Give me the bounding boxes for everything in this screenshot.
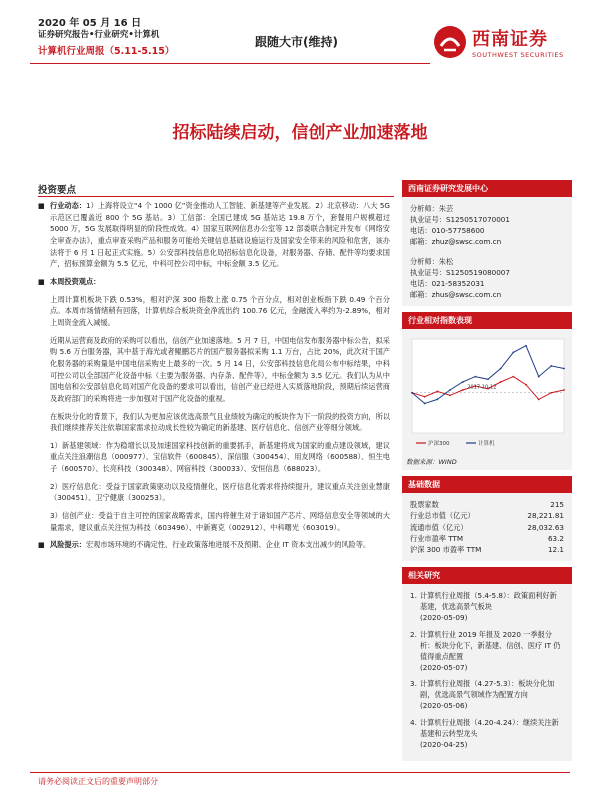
related-item-date: (2020-05-06)	[420, 701, 468, 711]
basic-data-table	[402, 493, 572, 561]
related-research-item[interactable]	[410, 590, 564, 623]
data-point	[436, 399, 438, 401]
related-research-title: 相关研究	[402, 567, 572, 584]
data-point	[449, 389, 451, 391]
sidebar	[402, 180, 572, 761]
risk-text: 宏观市场环境的不确定性、行业政策落地进展不及预期、企业 IT 资本支出减少的风险等。	[85, 540, 371, 550]
related-item-title: 计算机行业周报（4.27-5.3）：板块分化加剧，优选高景气领域作为配置方向	[420, 679, 555, 700]
related-item-title: 计算机行业 2019 年报及 2020 一季报分析：板块分化下，新基建、信创、医疗 IT 仍值得重点配置	[420, 629, 561, 661]
related-item-date: (2020-05-07)	[420, 662, 468, 672]
basic-data-row	[410, 522, 564, 533]
medical-it-paragraph: 2）医疗信息化：受益于国家政策驱动以及疫情催化，医疗信息化需求将持续提升，建议重点关注创业慧康（300451）、卫宁健康（300253）。	[50, 481, 390, 503]
analyst-1-email[interactable]: 邮箱：zhuz@swsc.com.cn	[410, 237, 502, 247]
bullet-icon: ■	[38, 201, 45, 210]
data-point	[525, 384, 527, 386]
industry-news-text: 1）上海将设立“4 个 1000 亿”资金推动人工智能、新基建等产业发展。2）北京移动：八大 5G 示范区已覆盖近 800 个 5G 基站。3）工信部：全国已建成 5G 基站达 19.8 万个，套餐用户规模超过 5000 万，5G 发展取得明显的阶段性成效。4）国家互联网信息办公室等 12 部委联合制定并发布《网络安全审查办法》，重点审查采购产品和服务可能给关键信息基础设施运行及国家安全带来的风险和危害，该办法将于 6 月 1 日起正式实施。5）公安部科技信息化局招标信息化设备，对服务器、存储、配件等均要求国产，招标预算金额为 5.5 亿元，中科可控公司中标，中标金额 3.5 亿元。	[50, 201, 390, 269]
data-point	[474, 376, 476, 378]
industry-news-label: 行业动态：	[50, 201, 87, 210]
related-research-item[interactable]	[410, 678, 564, 711]
data-point	[436, 391, 438, 393]
footer-divider	[30, 772, 570, 773]
bullet-icon: ■	[38, 276, 45, 286]
basic-data-row	[410, 544, 564, 555]
page-title: 招标陆续启动，信创产业加速落地	[172, 123, 428, 143]
market-review-paragraph: 上周计算机板块下跌 0.53%，相对沪深 300 指数上涨 0.75 个百分点，相对创业板指下跌 0.49 个百分点。本周市场情绪稍有回落，计算机综合板块资金净流出约 100.76 亿元，金融流入率约为-2.89%，相对上周资金流入减缓。	[50, 294, 390, 327]
analyst-1-name: 分析师：朱芸	[410, 204, 454, 213]
footer-disclaimer: 请务必阅读正文后的重要声明部分	[38, 777, 158, 786]
related-item-number: 1.	[410, 591, 417, 601]
basic-data-row	[410, 510, 564, 521]
data-point	[500, 381, 502, 383]
investment-view-label: 本周投资观点：	[50, 276, 101, 286]
data-point	[500, 368, 502, 370]
logo-text-en: SOUTHWEST SECURITIES	[472, 51, 564, 59]
industry-rating: 跟随大市(维持)	[255, 35, 338, 49]
data-point	[563, 389, 565, 391]
chart-container	[402, 329, 572, 470]
xinchuang-paragraph: 近期从运营商及政府的采购可以看出，信创产业加速落地。5 月 7 日，中国电信发布服务器中标公告，拟采购 5.6 万台服务器，其中基于海光或者鲲鹏芯片的国产服务器拟采购 1.1 万台，占比 20%，此次对于国产化服务器的采购量是中国电信采购史上最多的一次。5 月 14 日，公安部科技信息化局公布中标结果，中科可控公司以全部国产化设备中标（主要为服务器、内存条、配件等），中标金额为 3.5 亿元。我们认为从中国电信和公安部信息化局对国产化设备的要求可以看出，信创产业已经进入实质落地阶段，预期后续运营商及政府部门的采购将进一步加强对于国产化设备的重视。	[50, 335, 390, 403]
related-item-title: 计算机行业周报（5.4-5.8）：政策面利好新基建，优选高景气板块	[420, 591, 557, 612]
analyst-2-email[interactable]: 邮箱：zhus@swsc.com.cn	[410, 290, 502, 300]
section-divider	[38, 196, 394, 197]
related-item-number: 4.	[410, 717, 417, 727]
xinchuang-industry-paragraph: 3）信创产业：受益于自主可控的国家战略需求，国内将催生对于诸如国产芯片、网络信息安全等领域的大量需求，建议重点关注恒为科技（603496）、中新赛克（002912）、中科曙光（603019）。	[50, 511, 390, 532]
related-research-item[interactable]	[410, 629, 564, 674]
legend-label-hs300: 沪深300	[428, 441, 450, 448]
data-point	[487, 379, 489, 381]
research-team-title: 西南证券研究发展中心	[402, 180, 572, 197]
basic-data-key: 行业总市值（亿元）	[410, 511, 475, 521]
related-item-date: (2020-05-09)	[420, 613, 468, 623]
chart-annotation: 2017-10-12	[467, 384, 497, 391]
report-date: 2020 年 05 月 16 日	[38, 18, 142, 29]
report-category: 证券研究报告•行业研究•计算机	[38, 30, 160, 40]
risk-label: 风险提示：	[50, 540, 86, 550]
related-item-title: 计算机行业周报（4.20-4.24）：继续关注新基建和云转型龙头	[420, 717, 559, 738]
data-point	[550, 365, 552, 367]
basic-data-key: 股票家数	[410, 500, 439, 510]
data-point	[538, 376, 540, 378]
data-point	[462, 389, 464, 391]
analyst-1-tel: 电话：010-57758600	[410, 226, 485, 236]
legend-label-computer: 计算机	[478, 441, 495, 448]
industry-news-paragraph	[38, 200, 390, 270]
analyst-1-cert: 执业证号：S1250517070001	[410, 215, 510, 225]
logo-emblem-icon	[432, 24, 468, 60]
basic-data-title: 基础数据	[402, 476, 572, 493]
basic-data-value: 28,032.63	[527, 522, 564, 532]
basic-data-value: 63.2	[547, 533, 564, 543]
logo-text-cn: 西南证券	[472, 29, 548, 50]
chart-source: 数据来源：WIND	[406, 458, 457, 467]
basic-data-row	[410, 533, 564, 544]
data-point	[462, 381, 464, 383]
basic-data-key: 流通市值（亿元）	[410, 522, 468, 532]
bullet-icon: ■	[38, 540, 45, 550]
investment-view-heading	[38, 276, 390, 288]
data-point	[538, 399, 540, 401]
data-point	[550, 392, 552, 394]
risk-paragraph	[38, 539, 390, 551]
related-item-number: 3.	[410, 679, 417, 689]
analyst-2-name: 分析师：朱松	[410, 256, 454, 266]
relative-performance-chart	[406, 333, 568, 451]
related-research-list	[402, 584, 572, 761]
analyst-box	[402, 197, 572, 306]
related-item-number: 2.	[410, 629, 417, 639]
related-research-item[interactable]	[410, 717, 564, 750]
data-point	[563, 368, 565, 370]
analyst-2-cert: 执业证号：S1250519080007	[410, 267, 510, 277]
section-title: 投资要点	[38, 185, 77, 196]
chart-title: 行业相对指数表现	[402, 312, 572, 329]
header-divider	[30, 63, 430, 64]
report-series: 计算机行业周报（5.11-5.15）	[38, 46, 175, 57]
new-infra-paragraph: 1）新基建领域：作为稳增长以及加速国家科技创新的重要抓手，新基建将成为国家的重点建设领域，建议重点关注浪潮信息（000977）、宝信软件（600845）、深信服（300454）、用友网络（600588）、恒生电子（600570）、长亮科技（300348）、网宿科技（300033）、安恒信息（688023）。	[50, 440, 390, 474]
data-point	[411, 392, 413, 394]
data-point	[512, 352, 514, 354]
data-point	[449, 395, 451, 397]
basic-data-key: 沪深 300 市盈率 TTM	[410, 544, 482, 554]
basic-data-value: 215	[550, 500, 564, 510]
data-point	[512, 376, 514, 378]
analyst-2-tel: 电话：021-58352031	[410, 278, 485, 288]
data-point	[525, 345, 527, 347]
sector-strategy-paragraph: 在板块分化的背景下，我们认为更加应该优选高景气且业绩较为确定的板块作为下一阶段的投资方向，所以我们继续推荐关注依靠国家需求拉动成长性较为确定的新基建、医疗信息化、信创产业等细分领域。	[50, 411, 390, 433]
main-content	[38, 200, 390, 557]
basic-data-key: 行业市盈率 TTM	[410, 533, 464, 543]
data-point	[424, 403, 426, 405]
company-logo	[432, 22, 582, 70]
basic-data-row	[410, 499, 564, 510]
basic-data-value: 12.1	[547, 544, 564, 554]
basic-data-value: 28,221.81	[527, 511, 564, 521]
related-item-date: (2020-04-25)	[420, 739, 468, 749]
data-point	[424, 396, 426, 398]
